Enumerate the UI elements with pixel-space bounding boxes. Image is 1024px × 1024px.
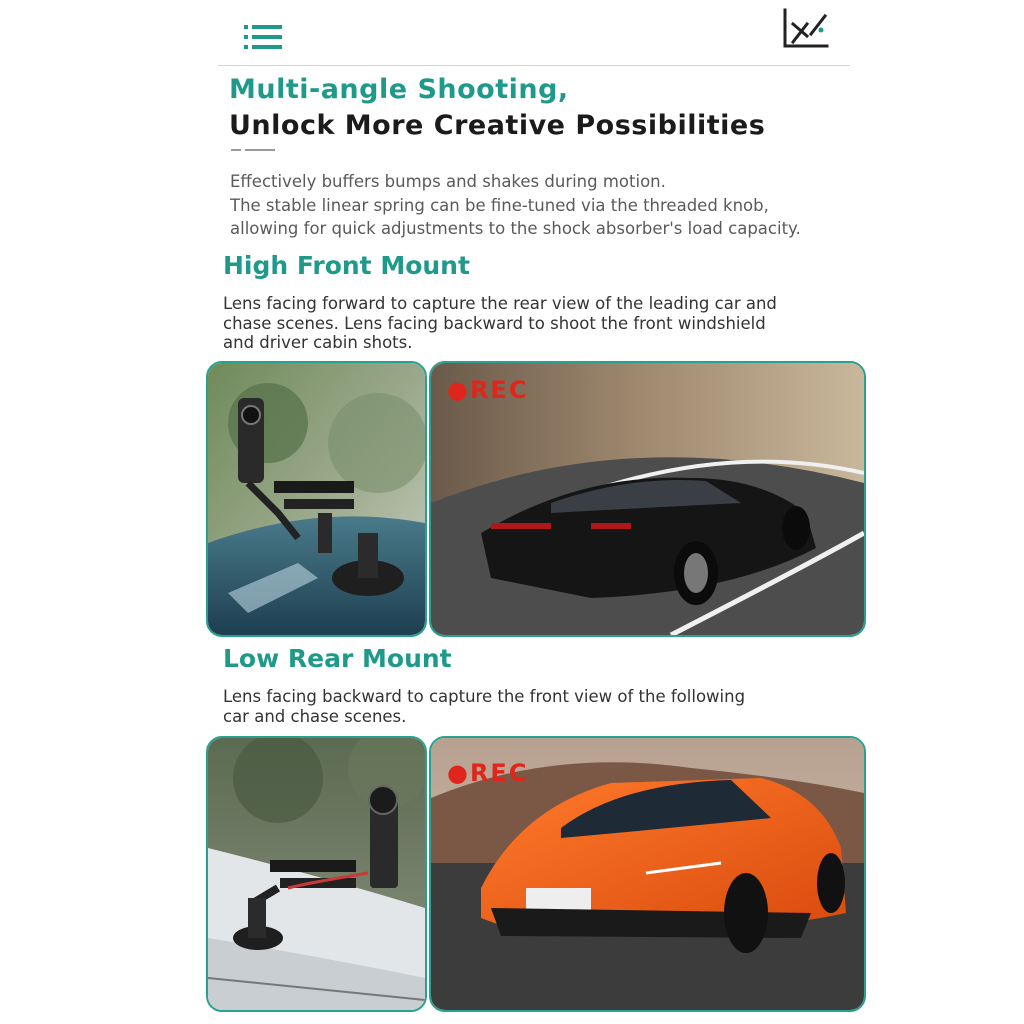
section-title-low-rear: Low Rear Mount xyxy=(223,644,452,673)
rec-indicator: ●REC xyxy=(447,759,529,787)
desc-line: Lens facing backward to capture the front view of the following xyxy=(223,687,746,706)
desc-line: and driver cabin shots. xyxy=(223,333,413,352)
desc-line: chase scenes. Lens facing backward to shoot the front windshield xyxy=(223,313,766,333)
hero-title-line2: Unlock More Creative Possibilities xyxy=(229,110,766,141)
title-underline-dash xyxy=(231,149,241,151)
header-divider xyxy=(218,65,850,66)
menu-list-icon[interactable] xyxy=(244,24,284,50)
intro-line: Effectively buffers bumps and shakes during motion. xyxy=(230,172,666,191)
intro-line: allowing for quick adjustments to the shock absorber's load capacity. xyxy=(230,219,801,238)
title-underline-bar xyxy=(245,149,275,151)
desc-line: car and chase scenes. xyxy=(223,706,407,726)
intro-text xyxy=(230,170,870,241)
rec-indicator: ●REC xyxy=(447,376,529,404)
photo-rear-mount xyxy=(206,736,427,1012)
photo-front-mount xyxy=(206,361,427,637)
section-desc-high-front xyxy=(223,294,777,353)
brand-logo-icon[interactable] xyxy=(781,8,831,50)
intro-line: The stable linear spring can be fine-tuned via the threaded knob, xyxy=(230,195,769,215)
hero-title-line1: Multi-angle Shooting, xyxy=(229,74,569,105)
section-desc-low-rear xyxy=(223,687,745,726)
desc-line: Lens facing forward to capture the rear view of the leading car and xyxy=(223,294,777,313)
section-title-high-front: High Front Mount xyxy=(223,251,470,280)
